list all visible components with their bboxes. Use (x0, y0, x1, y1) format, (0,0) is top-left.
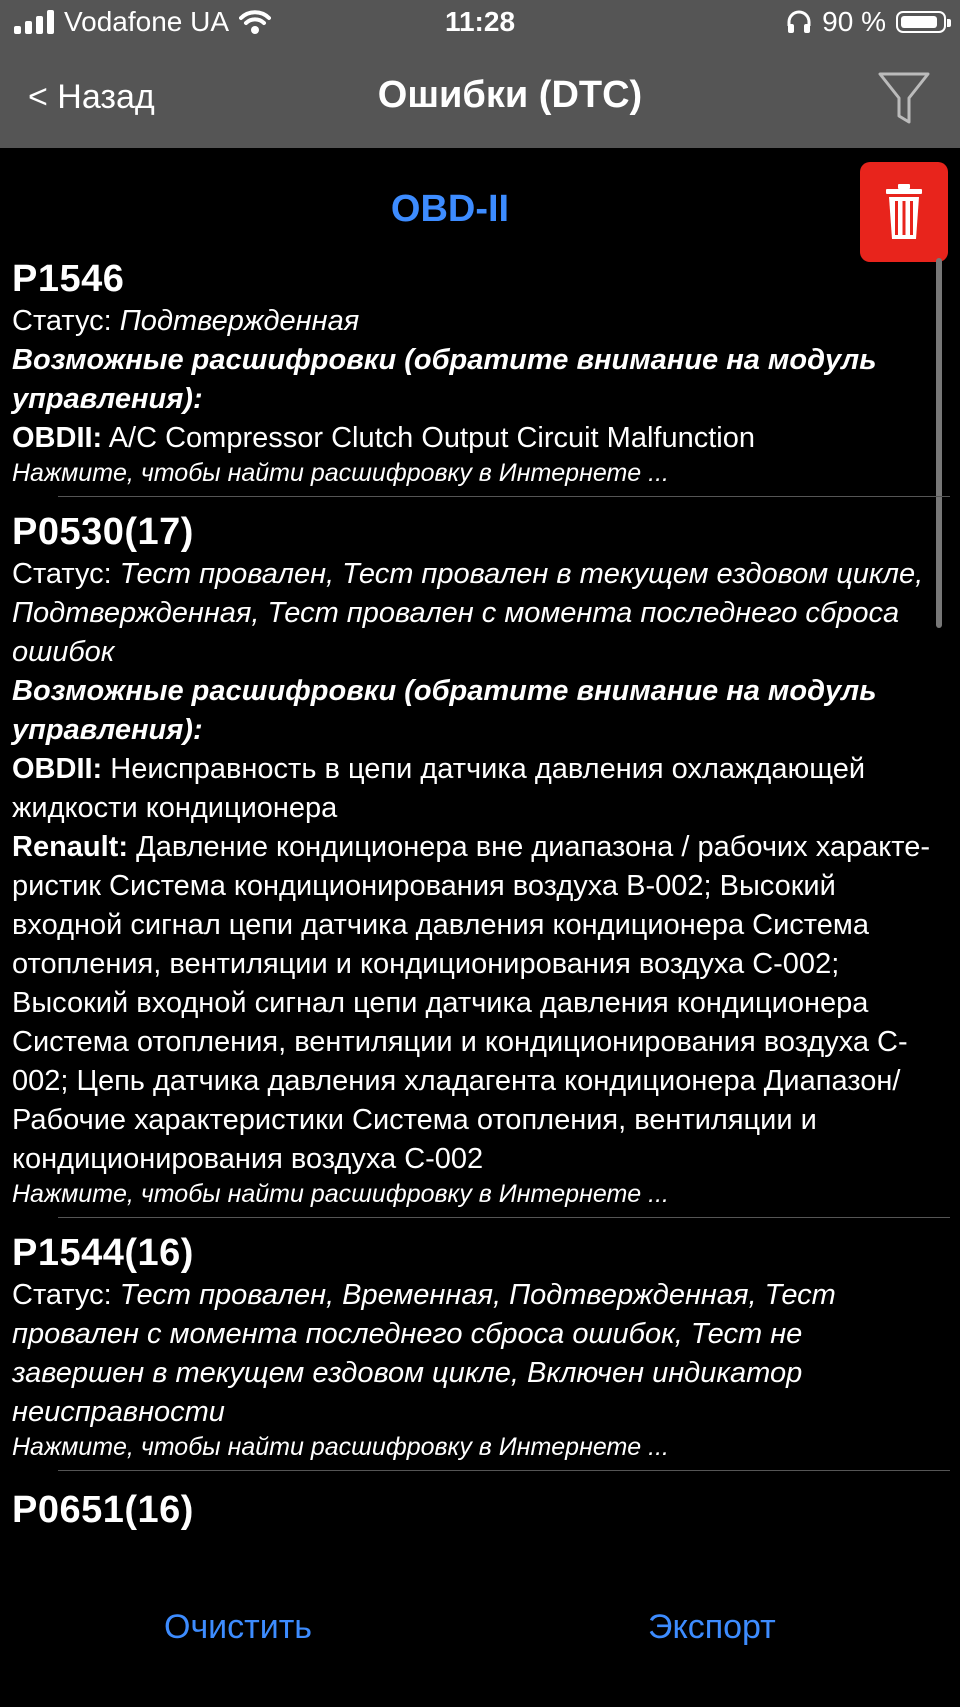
search-hint-link[interactable]: Нажмите, чтобы найти расшифровку в Интернете ... (12, 459, 669, 487)
dtc-content[interactable] (0, 148, 960, 1548)
dtc-code: P0530(17) (12, 511, 194, 553)
divider (58, 1470, 950, 1471)
delete-button[interactable] (860, 162, 948, 262)
decode-source: OBDII: (12, 753, 103, 785)
dtc-code: P1544(16) (12, 1232, 194, 1274)
status-label: Статус: (12, 558, 112, 590)
page-title: Ошибки (DTC) (377, 74, 643, 116)
headphones-icon (786, 10, 812, 34)
section-title: OBD-II (390, 188, 510, 230)
dtc-code: P1546 (12, 258, 125, 300)
status-bar (0, 0, 960, 48)
dtc-code: P0651(16) (12, 1489, 194, 1531)
decode-line (12, 828, 942, 1179)
status-label: Статус: (12, 305, 112, 337)
dtc-status (12, 555, 942, 672)
decode-text: Неисправность в цепи датчика давления охлаждающей жидкости кондиционера (12, 753, 866, 824)
status-value: Тест провален, Тест провален в текущем ездовом цикле, Подтвержденная, Тест провален с момента последнего сброса ошибок (12, 558, 924, 668)
search-hint-link[interactable]: Нажмите, чтобы найти расшифровку в Интернете ... (12, 1180, 669, 1208)
dtc-status (12, 1276, 942, 1432)
decode-text: Давление кондиционера вне диапазона / рабочих характе- ристик Система кондиционирования воздуха B-002; Высокий входной сигнал цепи датчика давления кондиционера Система отопления, вентиляции и кондиционирования воздуха C-002; Высокий входной сигнал цепи датчика давления кондиционера Система отопления, вентиляции и кондиционирования воздуха C-002; Цепь датчика давления хладагента кондиционера Диапазон/Рабочие характеристики Система отопления, вентиляции и кондиционирования воздуха C-002 (12, 831, 931, 1175)
dtc-list (12, 256, 942, 1539)
back-button[interactable]: < Назад (28, 78, 155, 116)
clock: 11:28 (444, 6, 516, 37)
decode-text: A/C Compressor Clutch Output Circuit Malfunction (108, 422, 755, 454)
status-value: Подтвержденная (119, 305, 360, 337)
divider (58, 496, 950, 497)
navigation-bar (0, 48, 960, 148)
clear-button[interactable]: Очистить (164, 1608, 313, 1646)
search-hint-link[interactable]: Нажмите, чтобы найти расшифровку в Интернете ... (12, 1433, 669, 1461)
decode-line (12, 419, 942, 458)
decode-heading: Возможные расшифровки (обратите внимание на модуль управления): (12, 344, 877, 415)
dtc-item[interactable] (12, 1230, 942, 1483)
dtc-item[interactable] (12, 1487, 942, 1539)
decode-source: Renault: (12, 831, 128, 863)
bottom-toolbar (0, 1548, 960, 1707)
decode-source: OBDII: (12, 422, 103, 454)
decode-line (12, 750, 942, 828)
export-button[interactable]: Экспорт (648, 1608, 776, 1646)
filter-icon[interactable] (876, 68, 932, 128)
status-value: Тест провален, Временная, Подтвержденная, Тест провален с момента последнего сброса ошибок, Тест не завершен в текущем ездовом цикле, Включен индикатор неисправности (12, 1279, 836, 1428)
dtc-status (12, 302, 942, 341)
decode-heading: Возможные расшифровки (обратите внимание на модуль управления): (12, 675, 877, 746)
battery-percent: 90 % (822, 6, 886, 37)
carrier-name: Vodafone UA (64, 6, 230, 37)
dtc-item[interactable] (12, 509, 942, 1230)
divider (58, 1217, 950, 1218)
trash-icon (884, 183, 924, 241)
battery-icon (896, 11, 946, 33)
dtc-item[interactable] (12, 256, 942, 509)
status-label: Статус: (12, 1279, 112, 1311)
